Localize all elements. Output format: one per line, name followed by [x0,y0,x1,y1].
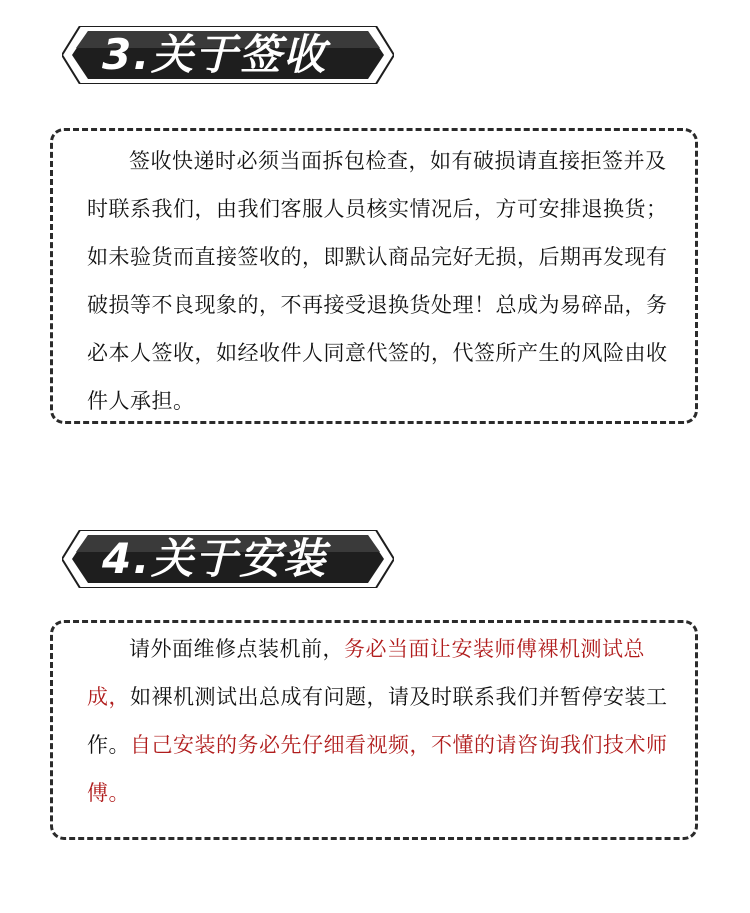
signing-notice-paragraph: 签收快递时必须当面拆包检查，如有破损请直接拒签并及时联系我们，由我们客服人员核实情况后，方可安排退换货；如未验货而直接签收的，即默认商品完好无损，后期再发现有破损等不良现象的，不再接受退换货处理！总成为易碎品，务必本人签收，如经收件人同意代签的，代签所产生的风险由收件人承担。 [87,149,668,413]
section-4-banner [62,530,394,588]
installation-warning-1: 务必当面让安装师傅裸机测试总成， [87,637,645,709]
installation-text-segment-2: 如裸机测试出总成有问题，请及时联系我们并暂停安装工作。 [87,685,668,757]
installation-notice-text [87,625,677,817]
signing-notice-card [50,128,698,424]
signing-notice-text [87,137,677,425]
installation-text-segment-1: 请外面维修点装机前， [129,637,344,661]
section-3-title: 3.关于签收 [102,30,328,79]
section-4-title: 4.关于安装 [102,534,328,583]
section-3-banner [62,26,394,84]
installation-warning-2: 自己安装的务必先仔细看视频，不懂的请咨询我们技术师傅。 [87,733,668,805]
installation-notice-card [50,620,698,840]
